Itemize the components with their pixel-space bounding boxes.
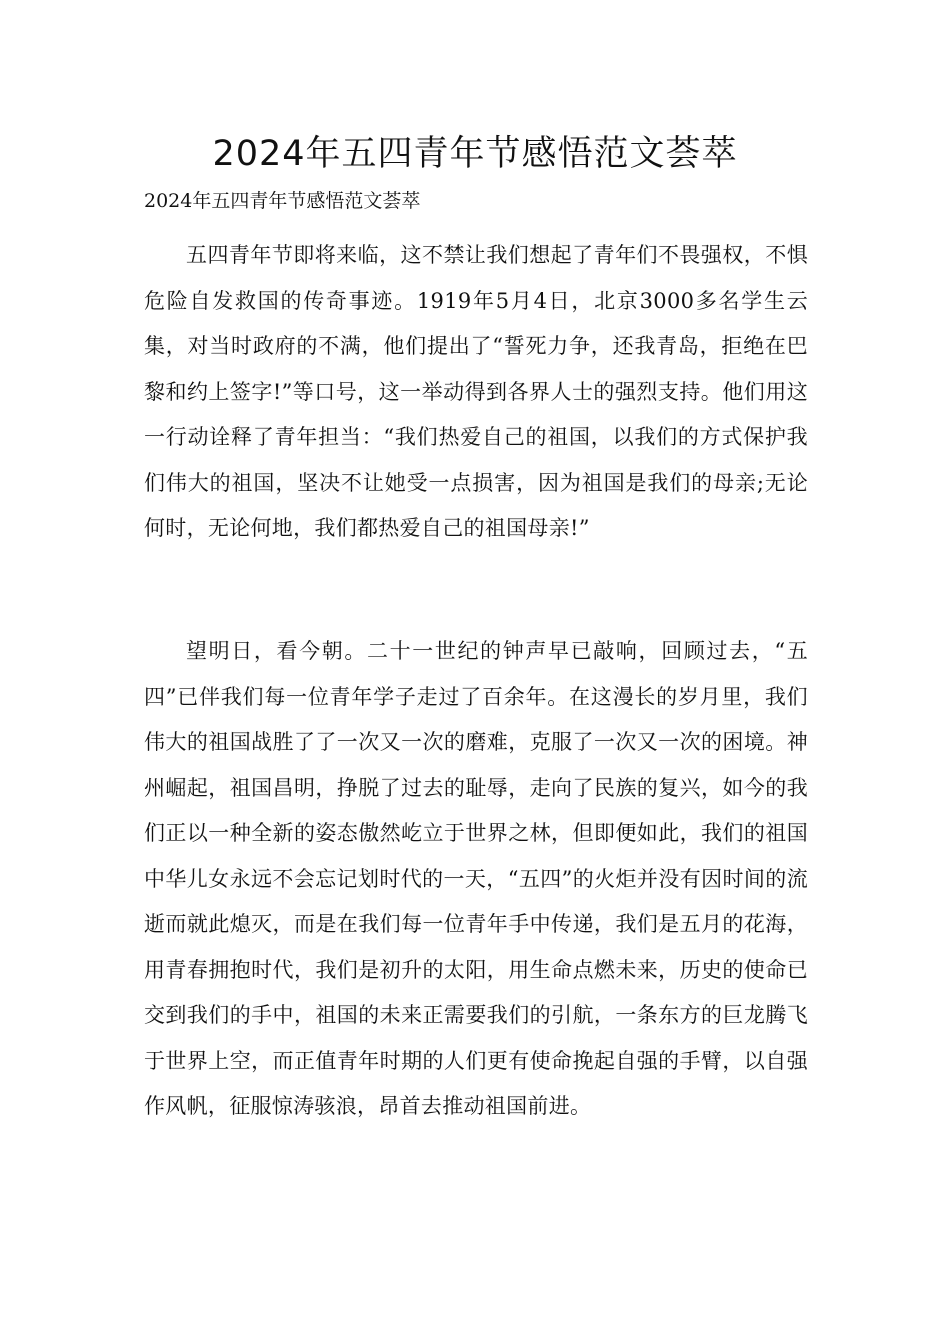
paragraph-text: 五四青年节即将来临，这不禁让我们想起了青年们不畏强权，不惧危险自发救国的传奇事迹。1919年5月4日，北京3000多名学生云集，对当时政府的不满，他们提出了“誓死力争，还我青岛，拒绝在巴黎和约上签字!”等口号，这一举动得到各界人士的强烈支持。他们用这一行动诠释了青年担当：“我们热爱自己的祖国，以我们的方式保护我们伟大的祖国，坚决不让她受一点损害，因为祖国是我们的母亲;无论何时，无论何地，我们都热爱自己的祖国母亲!” [144,243,808,540]
paragraph-text: 望明日，看今朝。二十一世纪的钟声早已敲响，回顾过去，“五四”已伴我们每一位青年学子走过了百余年。在这漫长的岁月里，我们伟大的祖国战胜了了一次又一次的磨难，克服了一次又一次的困境。神州崛起，祖国昌明，挣脱了过去的耻辱，走向了民族的复兴，如今的我们正以一种全新的姿态傲然屹立于世界之林，但即便如此，我们的祖国中华儿女永远不会忘记划时代的一天，“五四”的火炬并没有因时间的流逝而就此熄灭，而是在我们每一位青年手中传递，我们是五月的花海，用青春拥抱时代，我们是初升的太阳，用生命点燃未来，历史的使命已交到我们的手中，祖国的未来正需要我们的引航，一条东方的巨龙腾飞于世界上空，而正值青年时期的人们更有使命挽起自强的手臂，以自强作风帆，征服惊涛骇浪，昂首去推动祖国前进。 [144,639,808,1118]
document-title: 2024年五四青年节感悟范文荟萃 [212,134,738,174]
document-subtitle: 2024年五四青年节感悟范文荟萃 [144,190,421,212]
body-paragraph-2 [144,629,808,1130]
body-paragraph-1 [144,233,808,552]
